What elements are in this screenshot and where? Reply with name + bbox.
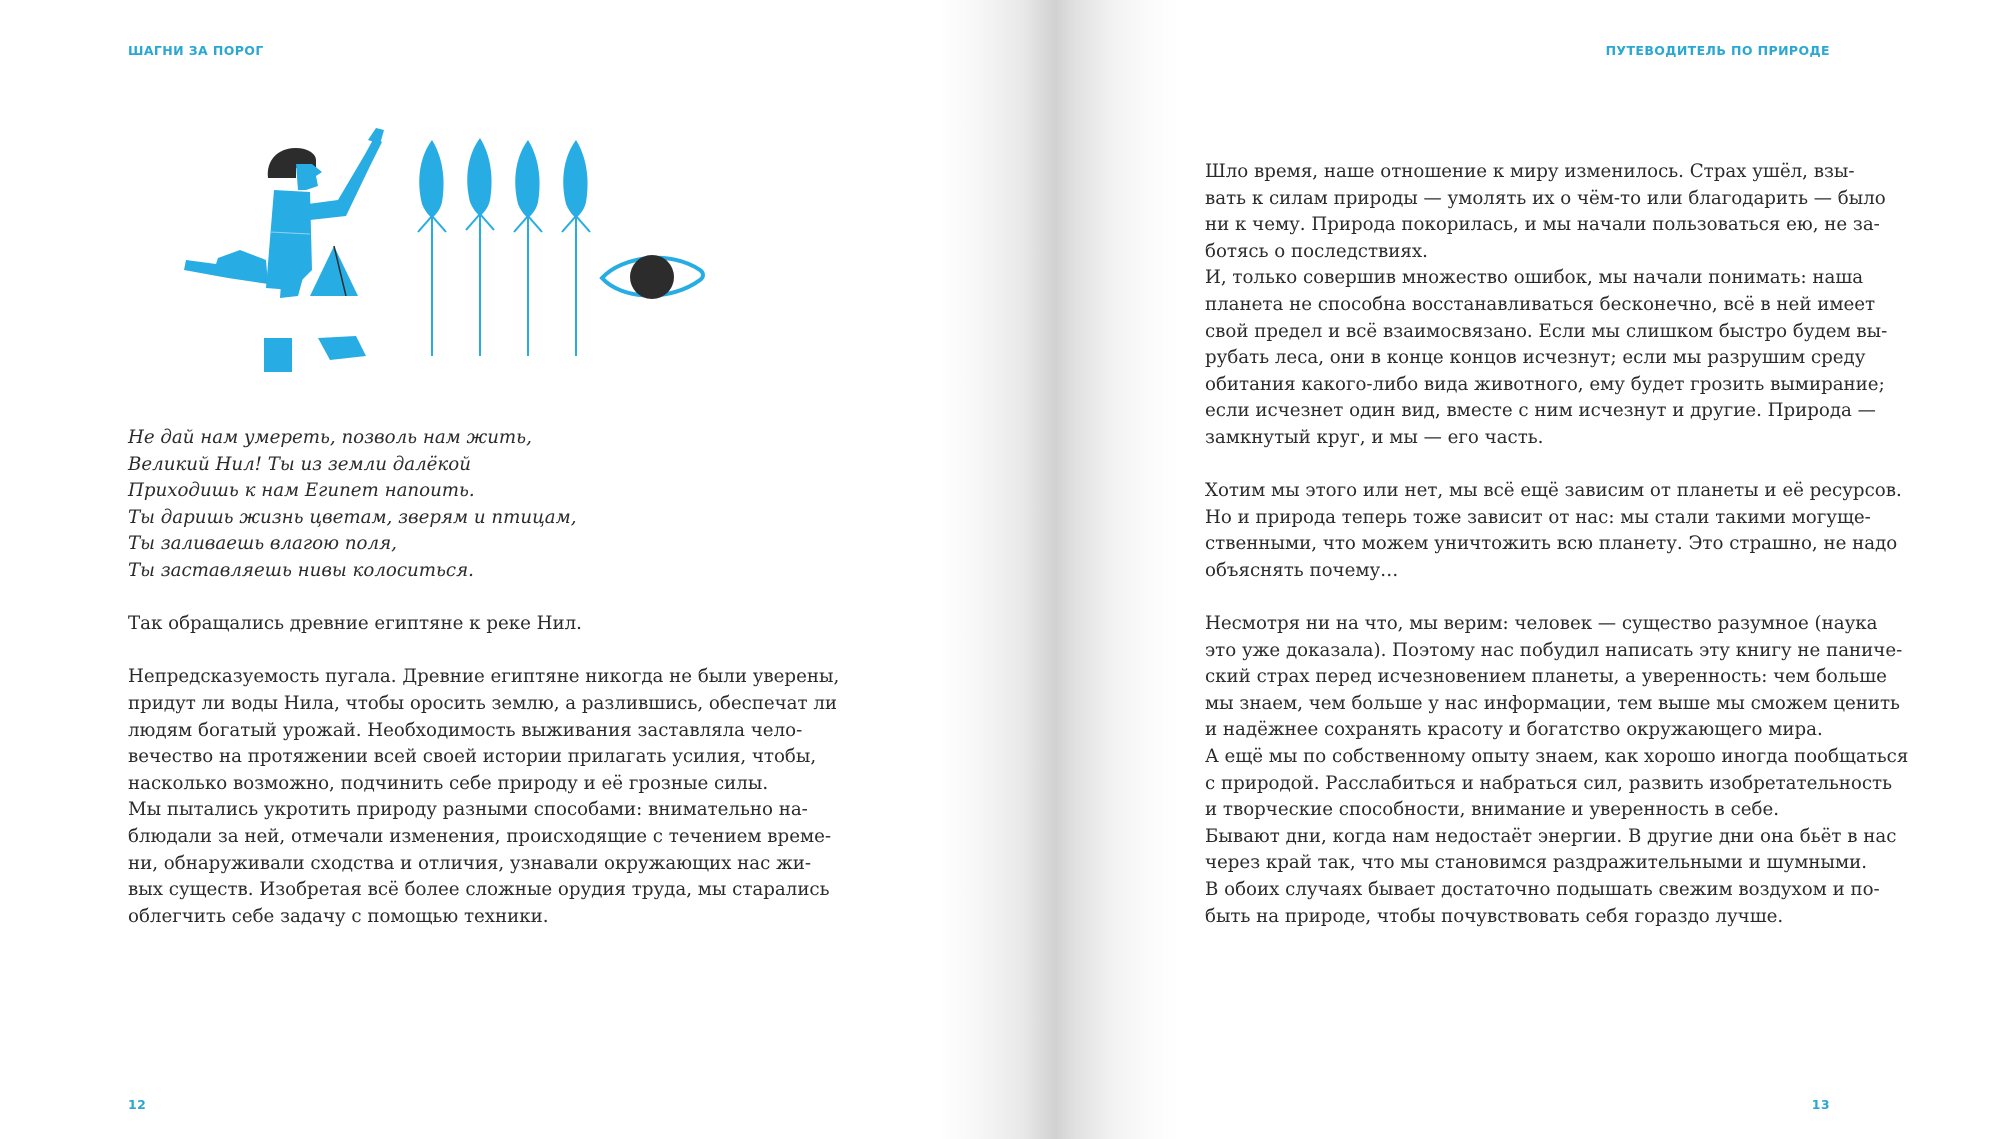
text-line: Несмотря ни на что, мы верим: человек — существо разумное (наука [1205, 613, 1878, 635]
text-line: Мы пытались укротить природу разными способами: внимательно на- [128, 799, 808, 821]
text-line: И, только совершив множество ошибок, мы начали понимать: наша [1205, 267, 1864, 289]
egyptian-hieroglyph-icon [170, 120, 715, 380]
text-line: А ещё мы по собственному опыту знаем, как хорошо иногда пообщаться [1205, 746, 1909, 768]
figure-hand [368, 128, 384, 144]
text-line: придут ли воды Нила, чтобы оросить землю, а разлившись, обеспечат ли [128, 692, 838, 714]
text-line: обитания какого-либо вида животного, ему будет грозить вымирание; [1205, 373, 1885, 395]
figure-raised-arm [308, 138, 382, 220]
text-line: Шло время, наше отношение к миру изменилось. Страх ушёл, взы- [1205, 161, 1855, 182]
poem-line: Приходишь к нам Египет напоить. [128, 480, 475, 502]
poem-line: Ты заставляешь нивы колоситься. [128, 559, 474, 581]
poem-line: Великий Нил! Ты из земли далёкой [128, 453, 471, 475]
text-line: это уже доказала). Поэтому нас побудил написать эту книгу не паниче- [1205, 639, 1903, 661]
wheat-stalk [562, 140, 590, 356]
text-line: и творческие способности, внимание и уверенность в себе. [1205, 799, 1780, 821]
text-line: Но и природа теперь тоже зависит от нас: мы стали такими могуще- [1205, 506, 1871, 528]
text-line: если исчезнет один вид, вместе с ним исчезнут и другие. Природа — [1205, 400, 1876, 422]
text-line: ни к чему. Природа покорилась, и мы начали пользоваться ею, не за- [1205, 214, 1880, 236]
text-line: Непредсказуемость пугала. Древние египтяне никогда не были уверены, [128, 666, 840, 688]
wheat-stalk [466, 138, 494, 356]
poem-line: Ты даришь жизнь цветам, зверям и птицам, [128, 506, 577, 528]
block-shape [264, 338, 292, 372]
page-number-left: 12 [128, 1097, 147, 1112]
left-paragraph [128, 664, 840, 930]
figure-lower-leg [280, 270, 304, 298]
text-line: мы знаем, чем больше у нас информации, тем выше мы сможем ценить [1205, 692, 1900, 714]
wheat-stalks [418, 138, 590, 356]
figure-leg [184, 250, 268, 284]
wheat-stalk [514, 140, 542, 356]
right-text-column [1205, 159, 1909, 930]
figure-face [296, 164, 322, 190]
text-line: вечество на протяжении всей своей истории прилагать усилия, чтобы, [128, 746, 817, 768]
text-line: и надёжнее сохранять красоту и богатство окружающего мира. [1205, 719, 1823, 741]
text-line: свой предел и всё взаимосвязано. Если мы слишком быстро будем вы- [1205, 320, 1888, 342]
right-paragraph-3 [1205, 611, 1909, 930]
running-head-right: ПУТЕВОДИТЕЛЬ ПО ПРИРОДЕ [1605, 43, 1830, 58]
page-number-right: 13 [1811, 1097, 1830, 1112]
slab-shape [318, 336, 366, 360]
text-line: быть на природе, чтобы почувствовать себя гораздо лучше. [1205, 905, 1784, 927]
eye-icon [602, 255, 703, 299]
poem-line: Ты заливаешь влагою поля, [128, 533, 397, 555]
text-line: рубать леса, они в конце концов исчезнут; если мы разрушим среду [1205, 347, 1866, 369]
wheat-stalk [418, 140, 446, 356]
left-text-column [128, 425, 840, 930]
text-line: В обоих случаях бывает достаточно подышать свежим воздухом и по- [1205, 879, 1880, 901]
text-line: блюдали за ней, отмечали изменения, происходящие с течением време- [128, 825, 832, 847]
text-line: ский страх перед исчезновением планеты, а уверенность: чем больше [1205, 666, 1887, 688]
text-line: объяснять почему… [1205, 559, 1399, 581]
text-line: вать к силам природы — умолять их о чём-то или благодарить — было [1205, 187, 1886, 209]
text-line: Бывают дни, когда нам недостаёт энергии. В другие дни она бьёт в нас [1205, 825, 1897, 847]
text-line: насколько возможно, подчинить себе природу и её грозные силы. [128, 772, 769, 794]
text-line: ботясь о последствиях. [1205, 240, 1428, 262]
text-line: людям богатый урожай. Необходимость выживания заставляла чело- [128, 719, 803, 741]
text-line: замкнутый круг, и мы — его часть. [1205, 426, 1544, 448]
running-head-left: ШАГНИ ЗА ПОРОГ [128, 43, 264, 58]
text-line: с природой. Расслабиться и набраться сил, развить изобретательность [1205, 772, 1893, 794]
text-line: ственными, что можем уничтожить всю планету. Это страшно, не надо [1205, 533, 1898, 555]
poem [128, 425, 768, 585]
human-figure [184, 128, 384, 298]
text-line: через край так, что мы становимся раздражительными и шумными. [1205, 852, 1867, 874]
intro-line: Так обращались древние египтяне к реке Нил. [128, 613, 582, 635]
right-paragraph-2 [1205, 478, 1902, 584]
text-line: планета не способна восстанавливаться бесконечно, всё в ней имеет [1205, 293, 1876, 315]
text-line: вых существ. Изобретая всё более сложные орудия труда, мы старались [128, 879, 830, 901]
text-line: ни, обнаруживали сходства и отличия, узнавали окружающих нас жи- [128, 852, 812, 874]
text-line: облегчить себе задачу с помощью техники. [128, 905, 549, 927]
triangle-shape [310, 246, 358, 296]
poem-line: Не дай нам умереть, позволь нам жить, [128, 427, 532, 448]
right-paragraph-1 [1205, 159, 1888, 452]
text-line: Хотим мы этого или нет, мы всё ещё зависим от планеты и её ресурсов. [1205, 480, 1902, 502]
